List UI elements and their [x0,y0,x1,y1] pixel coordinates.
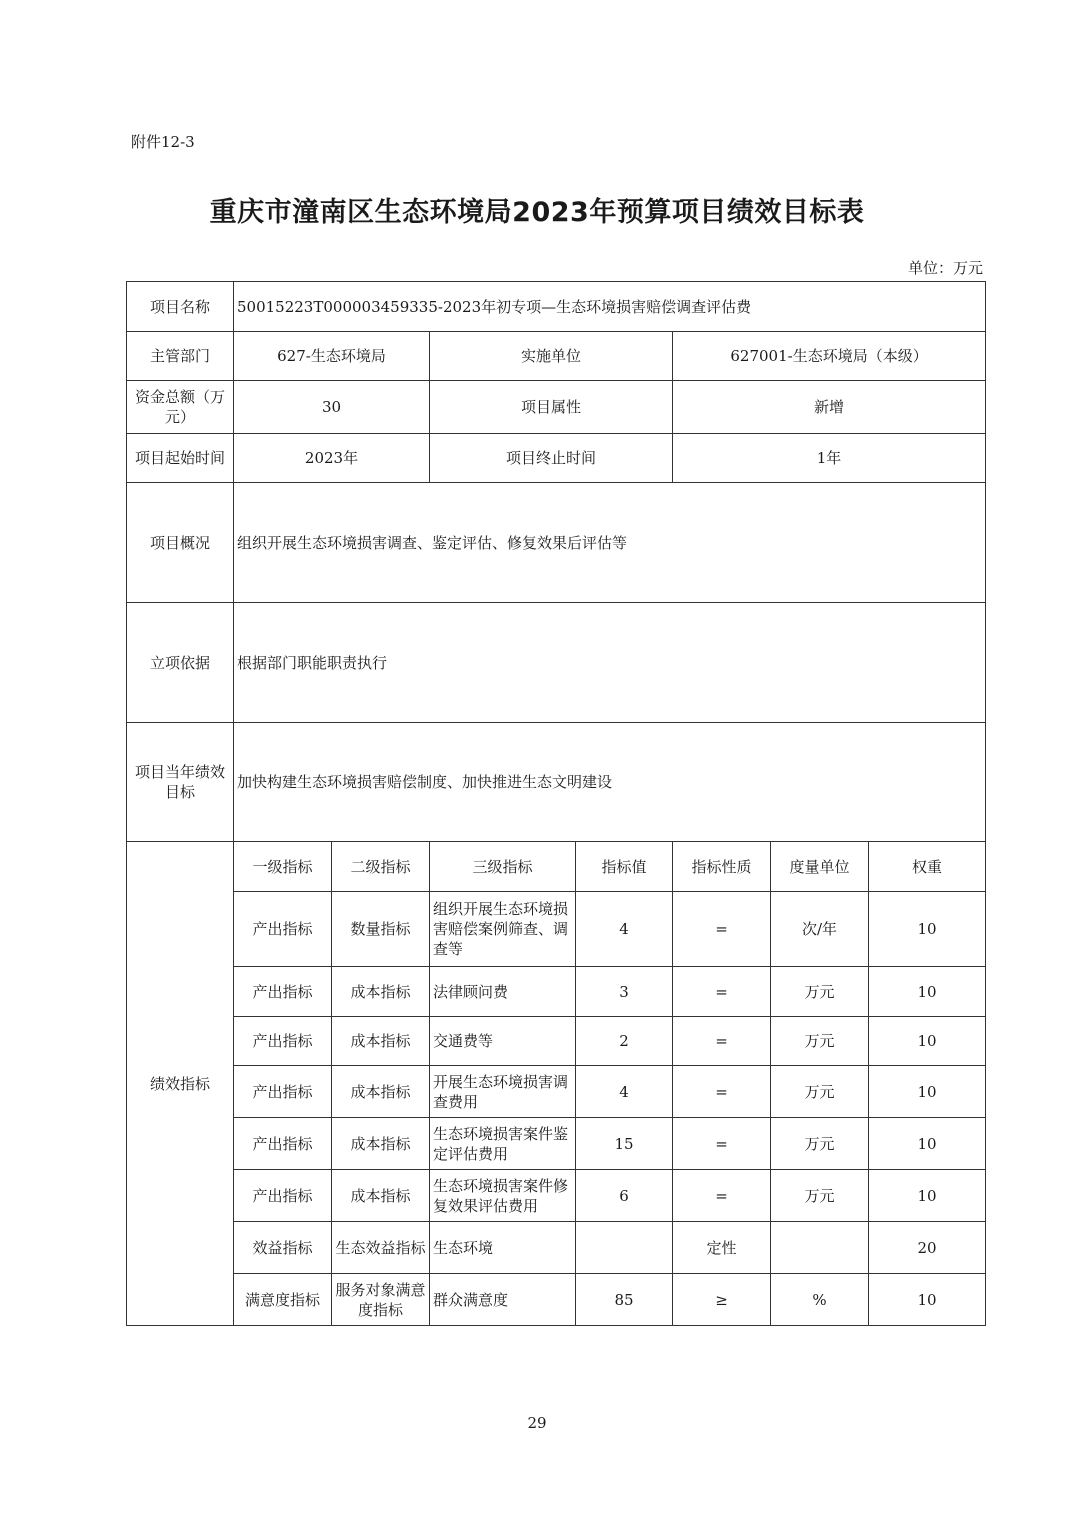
indicator-header-row [127,842,986,892]
end-label: 项目终止时间 [430,434,673,483]
level2-cell: 成本指标 [332,967,430,1017]
project-name-label: 项目名称 [127,282,234,332]
unit-cell: 万元 [771,967,869,1017]
header-weight: 权重 [869,842,986,892]
nature-cell: ≥ [673,1274,771,1326]
weight-cell: 10 [869,1066,986,1118]
nature-cell: 定性 [673,1222,771,1274]
value-cell: 2 [576,1017,673,1066]
weight-cell: 10 [869,1274,986,1326]
level1-cell: 效益指标 [234,1222,332,1274]
header-level1: 一级指标 [234,842,332,892]
goal-label: 项目当年绩效目标 [127,723,234,842]
page-number: 29 [527,1414,547,1432]
value-cell: 3 [576,967,673,1017]
unit-cell [771,1222,869,1274]
value-cell: 6 [576,1170,673,1222]
indicator-row [127,1118,986,1170]
goal-value: 加快构建生态环境损害赔偿制度、加快推进生态文明建设 [234,723,986,842]
row-fund [127,381,986,434]
indicator-row [127,1274,986,1326]
attr-value: 新增 [673,381,986,434]
level2-cell: 生态效益指标 [332,1222,430,1274]
level1-cell: 产出指标 [234,892,332,967]
row-basis [127,603,986,723]
value-cell [576,1222,673,1274]
indicator-row [127,1222,986,1274]
indicator-row [127,1017,986,1066]
unit-cell: 万元 [771,1066,869,1118]
header-level3: 三级指标 [430,842,576,892]
row-project-name [127,282,986,332]
level3-cell: 生态环境损害案件修复效果评估费用 [430,1170,576,1222]
weight-cell: 10 [869,1118,986,1170]
row-dept [127,332,986,381]
performance-table [126,281,986,1326]
unit-cell: 万元 [771,1017,869,1066]
start-value: 2023年 [234,434,430,483]
fund-value: 30 [234,381,430,434]
level1-cell: 产出指标 [234,1017,332,1066]
level3-cell: 组织开展生态环境损害赔偿案例筛查、调查等 [430,892,576,967]
level1-cell: 产出指标 [234,967,332,1017]
impl-unit-value: 627001-生态环境局（本级） [673,332,986,381]
nature-cell: = [673,892,771,967]
level2-cell: 成本指标 [332,1066,430,1118]
start-label: 项目起始时间 [127,434,234,483]
level3-cell: 交通费等 [430,1017,576,1066]
row-overview [127,483,986,603]
dept-value: 627-生态环境局 [234,332,430,381]
level1-cell: 产出指标 [234,1066,332,1118]
level1-cell: 产出指标 [234,1170,332,1222]
level2-cell: 服务对象满意度指标 [332,1274,430,1326]
value-cell: 4 [576,1066,673,1118]
weight-cell: 20 [869,1222,986,1274]
weight-cell: 10 [869,1017,986,1066]
level1-cell: 产出指标 [234,1118,332,1170]
level2-cell: 成本指标 [332,1118,430,1170]
nature-cell: = [673,1066,771,1118]
nature-cell: = [673,1118,771,1170]
end-value: 1年 [673,434,986,483]
unit-cell: 万元 [771,1118,869,1170]
weight-cell: 10 [869,1170,986,1222]
header-value: 指标值 [576,842,673,892]
nature-cell: = [673,967,771,1017]
indicator-row [127,1066,986,1118]
level1-cell: 满意度指标 [234,1274,332,1326]
attachment-label: 附件12-3 [131,133,195,151]
overview-value: 组织开展生态环境损害调查、鉴定评估、修复效果后评估等 [234,483,986,603]
header-level2: 二级指标 [332,842,430,892]
nature-cell: = [673,1017,771,1066]
level2-cell: 成本指标 [332,1017,430,1066]
value-cell: 4 [576,892,673,967]
indicator-row [127,967,986,1017]
fund-label: 资金总额（万元） [127,381,234,434]
nature-cell: = [673,1170,771,1222]
page-title: 重庆市潼南区生态环境局2023年预算项目绩效目标表 [209,197,865,228]
basis-value: 根据部门职能职责执行 [234,603,986,723]
dept-label: 主管部门 [127,332,234,381]
level2-cell: 数量指标 [332,892,430,967]
value-cell: 15 [576,1118,673,1170]
level3-cell: 群众满意度 [430,1274,576,1326]
weight-cell: 10 [869,967,986,1017]
unit-cell: 次/年 [771,892,869,967]
row-goal [127,723,986,842]
unit-cell: % [771,1274,869,1326]
indicator-row [127,892,986,967]
header-nature: 指标性质 [673,842,771,892]
unit-cell: 万元 [771,1170,869,1222]
header-unit: 度量单位 [771,842,869,892]
row-time [127,434,986,483]
basis-label: 立项依据 [127,603,234,723]
level2-cell: 成本指标 [332,1170,430,1222]
value-cell: 85 [576,1274,673,1326]
indicators-section-label: 绩效指标 [127,842,234,1326]
level3-cell: 生态环境损害案件鉴定评估费用 [430,1118,576,1170]
level3-cell: 开展生态环境损害调查费用 [430,1066,576,1118]
weight-cell: 10 [869,892,986,967]
level3-cell: 法律顾问费 [430,967,576,1017]
overview-label: 项目概况 [127,483,234,603]
indicator-row [127,1170,986,1222]
level3-cell: 生态环境 [430,1222,576,1274]
impl-unit-label: 实施单位 [430,332,673,381]
project-name-value: 50015223T000003459335-2023年初专项—生态环境损害赔偿调查评估费 [234,282,986,332]
unit-label: 单位：万元 [907,259,983,277]
attr-label: 项目属性 [430,381,673,434]
